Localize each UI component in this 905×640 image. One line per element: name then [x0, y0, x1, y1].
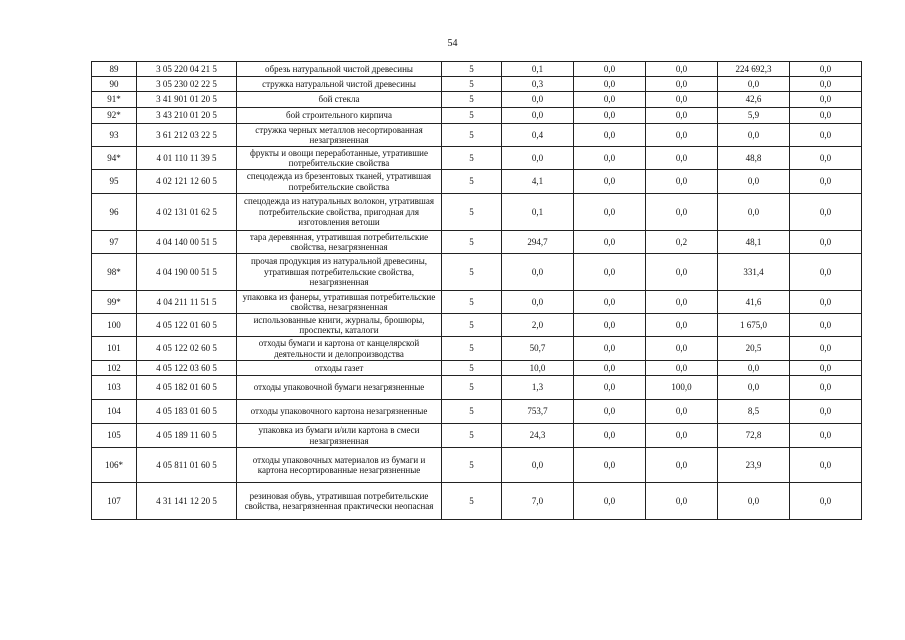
table-row: [92, 361, 862, 376]
value-cell-2: 0,0: [574, 194, 646, 231]
value-cell-4: 23,9: [718, 448, 790, 483]
waste-name-cell: отходы упаковочных материалов из бумаги и картона несортированные незагрязненные: [237, 448, 442, 483]
value-cell-2: 0,0: [574, 400, 646, 424]
waste-code-cell: 4 05 189 11 60 5: [137, 424, 237, 448]
table-row: [92, 254, 862, 291]
value-cell-5: 0,0: [790, 376, 862, 400]
value-cell-5: 0,0: [790, 231, 862, 254]
waste-code-cell: 4 02 121 12 60 5: [137, 170, 237, 194]
hazard-class-cell: 5: [442, 424, 502, 448]
hazard-class-cell: 5: [442, 376, 502, 400]
table-row: [92, 448, 862, 483]
value-cell-2: 0,0: [574, 254, 646, 291]
waste-name-cell: спецодежда из брезентовых тканей, утратившая потребительские свойства: [237, 170, 442, 194]
value-cell-5: 0,0: [790, 124, 862, 147]
row-number-cell: 91*: [92, 92, 137, 108]
waste-name-cell: прочая продукция из натуральной древесины, утратившая потребительские свойства, незагрязненная: [237, 254, 442, 291]
waste-code-cell: 4 01 110 11 39 5: [137, 147, 237, 170]
value-cell-3: 0,0: [646, 361, 718, 376]
hazard-class-cell: 5: [442, 337, 502, 361]
table-row: [92, 108, 862, 124]
waste-name-cell: фрукты и овощи переработанные, утратившие потребительские свойства: [237, 147, 442, 170]
value-cell-5: 0,0: [790, 400, 862, 424]
value-cell-5: 0,0: [790, 337, 862, 361]
value-cell-2: 0,0: [574, 92, 646, 108]
hazard-class-cell: 5: [442, 361, 502, 376]
value-cell-1: 24,3: [502, 424, 574, 448]
waste-name-cell: отходы упаковочного картона незагрязненные: [237, 400, 442, 424]
waste-code-cell: 4 05 811 01 60 5: [137, 448, 237, 483]
waste-code-cell: 4 02 131 01 62 5: [137, 194, 237, 231]
value-cell-1: 0,0: [502, 147, 574, 170]
value-cell-3: 0,0: [646, 147, 718, 170]
value-cell-4: 224 692,3: [718, 62, 790, 77]
value-cell-2: 0,0: [574, 147, 646, 170]
hazard-class-cell: 5: [442, 62, 502, 77]
value-cell-1: 1,3: [502, 376, 574, 400]
table-row: [92, 337, 862, 361]
waste-code-cell: 4 05 122 02 60 5: [137, 337, 237, 361]
value-cell-1: 2,0: [502, 314, 574, 337]
waste-code-cell: 4 04 190 00 51 5: [137, 254, 237, 291]
value-cell-3: 0,0: [646, 337, 718, 361]
row-number-cell: 92*: [92, 108, 137, 124]
waste-code-cell: 4 05 122 03 60 5: [137, 361, 237, 376]
value-cell-1: 0,4: [502, 124, 574, 147]
value-cell-4: 5,9: [718, 108, 790, 124]
hazard-class-cell: 5: [442, 483, 502, 520]
value-cell-5: 0,0: [790, 62, 862, 77]
row-number-cell: 104: [92, 400, 137, 424]
value-cell-4: 41,6: [718, 291, 790, 314]
row-number-cell: 95: [92, 170, 137, 194]
value-cell-1: 10,0: [502, 361, 574, 376]
waste-code-cell: 3 41 901 01 20 5: [137, 92, 237, 108]
row-number-cell: 93: [92, 124, 137, 147]
hazard-class-cell: 5: [442, 254, 502, 291]
row-number-cell: 106*: [92, 448, 137, 483]
value-cell-1: 50,7: [502, 337, 574, 361]
waste-name-cell: отходы упаковочной бумаги незагрязненные: [237, 376, 442, 400]
value-cell-5: 0,0: [790, 424, 862, 448]
waste-name-cell: бой строительного кирпича: [237, 108, 442, 124]
row-number-cell: 96: [92, 194, 137, 231]
value-cell-5: 0,0: [790, 448, 862, 483]
hazard-class-cell: 5: [442, 77, 502, 92]
table-row: [92, 291, 862, 314]
waste-table: [91, 61, 862, 520]
value-cell-3: 0,0: [646, 62, 718, 77]
value-cell-3: 0,0: [646, 194, 718, 231]
value-cell-4: 0,0: [718, 194, 790, 231]
row-number-cell: 102: [92, 361, 137, 376]
value-cell-3: 0,0: [646, 291, 718, 314]
waste-name-cell: отходы бумаги и картона от канцелярской деятельности и делопроизводства: [237, 337, 442, 361]
value-cell-1: 0,3: [502, 77, 574, 92]
hazard-class-cell: 5: [442, 314, 502, 337]
value-cell-4: 0,0: [718, 124, 790, 147]
value-cell-5: 0,0: [790, 147, 862, 170]
waste-name-cell: отходы газет: [237, 361, 442, 376]
waste-name-cell: использованные книги, журналы, брошюры, проспекты, каталоги: [237, 314, 442, 337]
value-cell-4: 0,0: [718, 483, 790, 520]
value-cell-1: 0,1: [502, 62, 574, 77]
row-number-cell: 94*: [92, 147, 137, 170]
value-cell-5: 0,0: [790, 361, 862, 376]
value-cell-3: 0,0: [646, 170, 718, 194]
value-cell-2: 0,0: [574, 231, 646, 254]
waste-name-cell: обрезь натуральной чистой древесины: [237, 62, 442, 77]
row-number-cell: 89: [92, 62, 137, 77]
value-cell-4: 331,4: [718, 254, 790, 291]
waste-code-cell: 3 05 230 02 22 5: [137, 77, 237, 92]
value-cell-3: 0,0: [646, 483, 718, 520]
value-cell-3: 100,0: [646, 376, 718, 400]
waste-name-cell: тара деревянная, утратившая потребительские свойства, незагрязненная: [237, 231, 442, 254]
table-row: [92, 231, 862, 254]
row-number-cell: 90: [92, 77, 137, 92]
row-number-cell: 103: [92, 376, 137, 400]
value-cell-3: 0,0: [646, 108, 718, 124]
value-cell-1: 0,0: [502, 254, 574, 291]
value-cell-5: 0,0: [790, 254, 862, 291]
value-cell-3: 0,0: [646, 254, 718, 291]
value-cell-2: 0,0: [574, 314, 646, 337]
value-cell-4: 72,8: [718, 424, 790, 448]
waste-name-cell: бой стекла: [237, 92, 442, 108]
hazard-class-cell: 5: [442, 92, 502, 108]
value-cell-2: 0,0: [574, 62, 646, 77]
hazard-class-cell: 5: [442, 108, 502, 124]
page-number: 54: [447, 38, 458, 49]
table-row: [92, 77, 862, 92]
waste-name-cell: стружка черных металлов несортированная незагрязненная: [237, 124, 442, 147]
value-cell-1: 0,1: [502, 194, 574, 231]
value-cell-1: 0,0: [502, 108, 574, 124]
value-cell-4: 0,0: [718, 170, 790, 194]
table-row: [92, 170, 862, 194]
value-cell-5: 0,0: [790, 194, 862, 231]
value-cell-3: 0,0: [646, 92, 718, 108]
hazard-class-cell: 5: [442, 400, 502, 424]
value-cell-1: 0,0: [502, 291, 574, 314]
value-cell-1: 294,7: [502, 231, 574, 254]
row-number-cell: 99*: [92, 291, 137, 314]
value-cell-2: 0,0: [574, 424, 646, 448]
waste-name-cell: стружка натуральной чистой древесины: [237, 77, 442, 92]
value-cell-2: 0,0: [574, 448, 646, 483]
waste-name-cell: резиновая обувь, утратившая потребительские свойства, незагрязненная практически неопасная: [237, 483, 442, 520]
value-cell-1: 7,0: [502, 483, 574, 520]
value-cell-4: 0,0: [718, 77, 790, 92]
hazard-class-cell: 5: [442, 291, 502, 314]
value-cell-2: 0,0: [574, 170, 646, 194]
table-row: [92, 62, 862, 77]
value-cell-4: 20,5: [718, 337, 790, 361]
hazard-class-cell: 5: [442, 124, 502, 147]
waste-name-cell: спецодежда из натуральных волокон, утратившая потребительские свойства, пригодная для изготовления ветоши: [237, 194, 442, 231]
row-number-cell: 105: [92, 424, 137, 448]
waste-code-cell: 3 61 212 03 22 5: [137, 124, 237, 147]
table-row: [92, 314, 862, 337]
table-row: [92, 124, 862, 147]
value-cell-2: 0,0: [574, 337, 646, 361]
value-cell-5: 0,0: [790, 314, 862, 337]
waste-name-cell: упаковка из фанеры, утратившая потребительские свойства, незагрязненная: [237, 291, 442, 314]
table-row: [92, 424, 862, 448]
table-row: [92, 400, 862, 424]
value-cell-5: 0,0: [790, 483, 862, 520]
waste-name-cell: упаковка из бумаги и/или картона в смеси незагрязненная: [237, 424, 442, 448]
row-number-cell: 100: [92, 314, 137, 337]
value-cell-4: 0,0: [718, 361, 790, 376]
value-cell-5: 0,0: [790, 108, 862, 124]
hazard-class-cell: 5: [442, 231, 502, 254]
table-row: [92, 483, 862, 520]
table-body: [92, 62, 862, 520]
value-cell-2: 0,0: [574, 108, 646, 124]
value-cell-1: 753,7: [502, 400, 574, 424]
value-cell-1: 0,0: [502, 448, 574, 483]
waste-code-cell: 4 05 122 01 60 5: [137, 314, 237, 337]
value-cell-4: 0,0: [718, 376, 790, 400]
value-cell-2: 0,0: [574, 124, 646, 147]
value-cell-5: 0,0: [790, 291, 862, 314]
value-cell-3: 0,0: [646, 448, 718, 483]
value-cell-4: 42,6: [718, 92, 790, 108]
value-cell-3: 0,2: [646, 231, 718, 254]
value-cell-4: 1 675,0: [718, 314, 790, 337]
value-cell-5: 0,0: [790, 92, 862, 108]
table-row: [92, 92, 862, 108]
value-cell-4: 48,1: [718, 231, 790, 254]
table-row: [92, 194, 862, 231]
waste-code-cell: 4 05 182 01 60 5: [137, 376, 237, 400]
row-number-cell: 98*: [92, 254, 137, 291]
table-row: [92, 147, 862, 170]
row-number-cell: 101: [92, 337, 137, 361]
value-cell-4: 8,5: [718, 400, 790, 424]
value-cell-3: 0,0: [646, 124, 718, 147]
value-cell-5: 0,0: [790, 170, 862, 194]
value-cell-2: 0,0: [574, 376, 646, 400]
hazard-class-cell: 5: [442, 170, 502, 194]
value-cell-2: 0,0: [574, 361, 646, 376]
waste-code-cell: 3 43 210 01 20 5: [137, 108, 237, 124]
value-cell-1: 4,1: [502, 170, 574, 194]
waste-code-cell: 3 05 220 04 21 5: [137, 62, 237, 77]
value-cell-3: 0,0: [646, 77, 718, 92]
table-row: [92, 376, 862, 400]
value-cell-2: 0,0: [574, 291, 646, 314]
value-cell-5: 0,0: [790, 77, 862, 92]
value-cell-3: 0,0: [646, 314, 718, 337]
row-number-cell: 107: [92, 483, 137, 520]
waste-code-cell: 4 05 183 01 60 5: [137, 400, 237, 424]
value-cell-2: 0,0: [574, 77, 646, 92]
waste-code-cell: 4 04 211 11 51 5: [137, 291, 237, 314]
hazard-class-cell: 5: [442, 194, 502, 231]
value-cell-3: 0,0: [646, 400, 718, 424]
waste-code-cell: 4 04 140 00 51 5: [137, 231, 237, 254]
row-number-cell: 97: [92, 231, 137, 254]
waste-code-cell: 4 31 141 12 20 5: [137, 483, 237, 520]
value-cell-1: 0,0: [502, 92, 574, 108]
hazard-class-cell: 5: [442, 448, 502, 483]
hazard-class-cell: 5: [442, 147, 502, 170]
value-cell-2: 0,0: [574, 483, 646, 520]
value-cell-3: 0,0: [646, 424, 718, 448]
value-cell-4: 48,8: [718, 147, 790, 170]
